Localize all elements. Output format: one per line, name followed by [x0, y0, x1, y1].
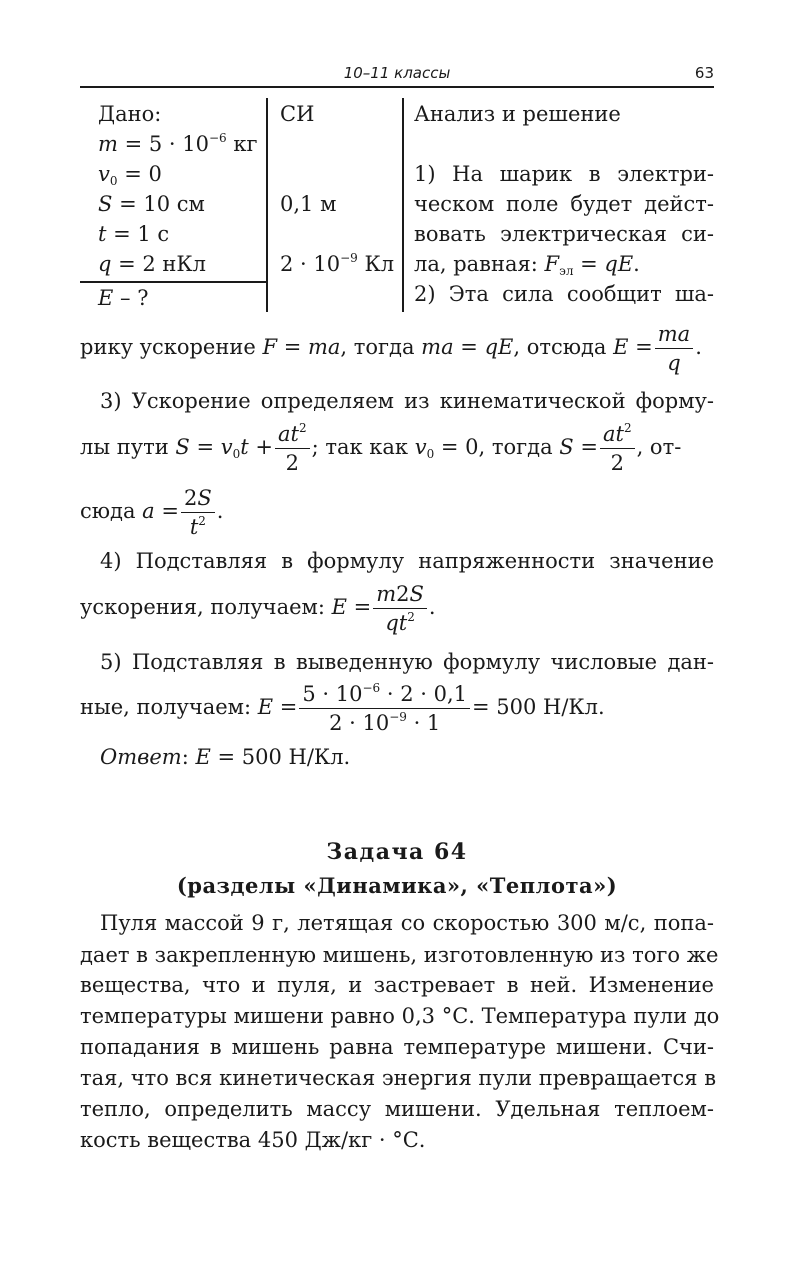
table-divider-1 [266, 98, 268, 312]
task-line: температуры мишени равно 0,3 °С. Температура пули до [80, 1004, 720, 1028]
fraction-m2s-qt2: $\frac{m2S}{qt^2}$ [373, 580, 427, 637]
given-distance: S = 10 см [98, 192, 205, 216]
task-line: тая, что вся кинетическая энергия пули превращается в [80, 1066, 717, 1090]
task-line: тепло, определить массу мишени. Удельная теплоем- [80, 1097, 714, 1121]
si-heading: СИ [280, 102, 315, 126]
task-line: Пуля массой 9 г, летящая со скоростью 300 м/с, попа- [100, 911, 714, 935]
step-3: 3) Ускорение определяем из кинематической форму- [100, 389, 714, 413]
answer-line: Ответ: E = 500 Н/Кл. [100, 745, 351, 769]
task-line: попадания в мишень равна температуре мишени. Счи- [80, 1035, 714, 1059]
analysis-line: ческом поле будет дейст- [414, 192, 714, 216]
solution-line-path: лы пути $S = v_0t$ + $\frac{at^2}{2}$ ; так как $v_0 = 0$, тогда S = $\frac{at^2}{2}$ , от- [80, 421, 682, 475]
analysis-line: вовать электрическая си- [414, 222, 714, 246]
task-line: кость вещества 450 Дж/кг · °С. [80, 1128, 426, 1152]
solution-line-a: сюда a = $\frac{2S}{t^2}$ . [80, 486, 224, 539]
given-time: t = 1 с [98, 222, 170, 246]
page-number: 63 [694, 64, 714, 82]
step-5: 5) Подставляя в выведенную формулу числовые дан- [100, 650, 714, 674]
given-charge: q = 2 нКл [98, 252, 207, 276]
running-head: 10–11 классы [343, 64, 451, 82]
task-line: дает в закрепленную мишень, изготовленную из того же [80, 943, 719, 967]
analysis-line: 2) Эта сила сообщит ша- [414, 282, 714, 306]
solution-line-numeric: ные, получаем: E = $\frac{5 \cdot 10^{-6} \cdot 2 \cdot 0,1}{2 \cdot 10^{-9} \cdot 1}$ = 500 Н/Кл. [80, 681, 605, 735]
given-v0: $v_0 = 0$ [98, 162, 162, 188]
analysis-line-force: ла, равная: $F_{эл}$ = qE. [414, 252, 640, 278]
fraction-2s-t2: $\frac{2S}{t^2}$ [181, 484, 215, 541]
analysis-heading: Анализ и решение [414, 102, 621, 126]
fraction-ma-q: $\frac{ma}{q}$ [655, 320, 693, 377]
analysis-line: 1) На шарик в электри- [414, 162, 714, 186]
given-mass: $m = 5 \cdot 10^{-6}$ кг [98, 131, 258, 156]
fraction-numeric: $\frac{5 \cdot 10^{-6} \cdot 2 \cdot 0,1}{2 \cdot 10^{-9} \cdot 1}$ [299, 680, 470, 737]
si-charge: $2 \cdot 10^{-9}$ Кл [280, 251, 395, 276]
page-header [80, 60, 714, 88]
table-divider-2 [402, 98, 404, 312]
task-title: Задача 64 [326, 839, 468, 865]
task-line: вещества, что и пуля, и застревает в ней. Изменение [80, 973, 714, 997]
task-subtitle: (разделы «Динамика», «Теплота») [176, 873, 618, 898]
fraction-at2-2b: $\frac{at^2}{2}$ [600, 420, 635, 477]
given-heading: Дано: [98, 102, 162, 126]
step-4: 4) Подставляя в формулу напряженности значение [100, 549, 714, 573]
si-distance: 0,1 м [280, 192, 337, 216]
solution-line-acceleration: рику ускорение F = ma, тогда ma = qE, отсюда E = $\frac{ma}{q}$ . [80, 322, 702, 375]
solution-line-e-formula: ускорения, получаем: E = $\frac{m2S}{qt^2}$ . [80, 582, 436, 635]
find-e: E – ? [98, 286, 149, 310]
fraction-at2-2: $\frac{at^2}{2}$ [275, 420, 310, 477]
